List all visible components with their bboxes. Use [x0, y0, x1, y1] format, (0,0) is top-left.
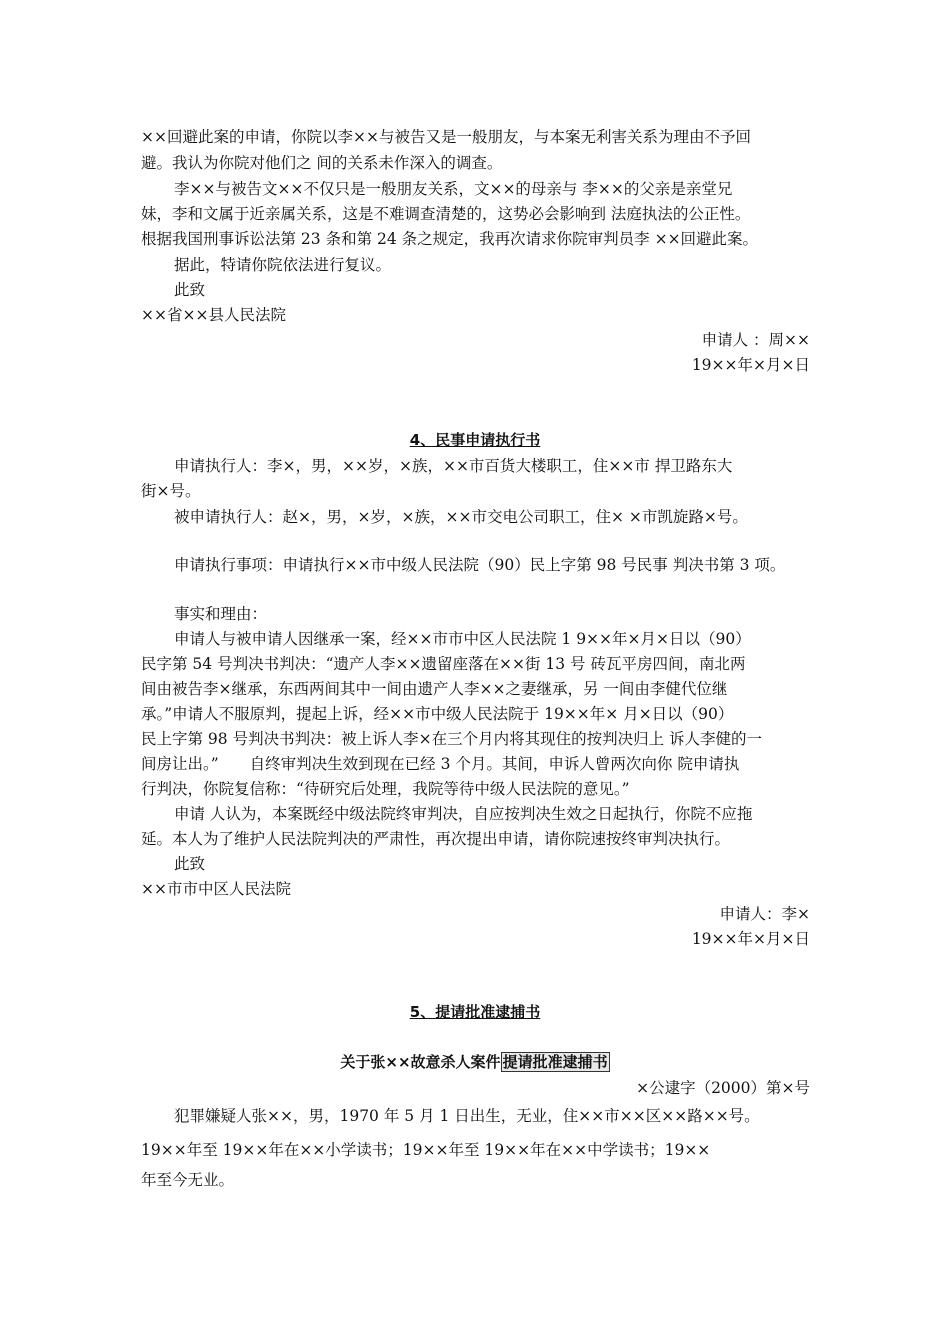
- paragraph-line: 根据我国刑事诉讼法第 23 条和第 24 条之规定，我再次请求你院审判员李 ××回避此案。: [141, 230, 759, 248]
- addressee: ××市市中区人民法院: [141, 880, 291, 898]
- closing-salutation: 此致: [174, 281, 206, 299]
- paragraph-line: 街×号。: [141, 482, 201, 500]
- paragraph-line: 行判决，你院复信称：“待研究后处理，我院等待中级人民法院的意见。”: [141, 780, 630, 798]
- document-subtitle: [141, 1050, 809, 1075]
- paragraph-line: 申请人与被申请人因继承一案，经××市市中区人民法院 1 9××年×月×日以（90）: [174, 630, 751, 648]
- paragraph-line: 间房让出。” 自终审判决生效到现在已经 3 个月。其间，申诉人曾两次向你 院申请执: [141, 755, 740, 773]
- paragraph-line: 民上字第 98 号判决书判决：被上诉人李×在三个月内将其现住的按判决归上 诉人李健的一: [141, 730, 762, 748]
- section-heading: 5、提请批准逮捕书: [409, 1003, 541, 1021]
- applicant-signature: 申请人 ：周××: [701, 331, 810, 349]
- paragraph-line: 19××年至 19××年在××小学读书；19××年至 19××年在××中学读书；19××: [141, 1141, 711, 1159]
- highlighted-title: 提请批准逮捕书: [502, 1053, 608, 1071]
- signature-date: 19××年×月×日: [691, 356, 810, 374]
- paragraph-line: 间由被告李×继承，东西两间其中一间由遗产人李××之妻继承，另 一间由李健代位继: [141, 680, 728, 698]
- signature-date: 19××年×月×日: [691, 930, 810, 948]
- paragraph-line: 延。本人为了维护人民法院判决的严肃性，再次提出申请，请你院速按终审判决执行。: [141, 830, 731, 848]
- applicant-signature: 申请人：李×: [719, 905, 810, 923]
- closing-salutation: 此致: [174, 855, 206, 873]
- paragraph-line: 申请 人认为，本案既经中级法院终审判决，自应按判决生效之日起执行，你院不应拖: [174, 805, 753, 823]
- paragraph-line: 申请执行事项：申请执行××市中级人民法院（90）民上字第 98 号民事 判决书第 3 项。: [174, 556, 786, 574]
- paragraph-line: 妹，李和文属于近亲属关系，这是不难调查清楚的，这势必会影响到 法庭执法的公正性。: [141, 205, 751, 223]
- paragraph-line: 李××与被告文××不仅只是一般朋友关系，文××的母亲与 李××的父亲是亲堂兄: [174, 180, 733, 198]
- paragraph-line: 犯罪嫌疑人张××，男，1970 年 5 月 1 日出生，无业，住××市××区××路××号。: [174, 1107, 760, 1125]
- paragraph-line: 民字第 54 号判决书判决：“遗产人李××遗留座落在××街 13 号 砖瓦平房四间，南北两: [141, 655, 746, 673]
- paragraph-line: 承。”申请人不服原判，提起上诉，经××市中级人民法院于 19××年× 月×日以（90）: [141, 705, 734, 723]
- paragraph-line: 年至今无业。: [141, 1171, 235, 1189]
- paragraph-line: ××回避此案的申请，你院以李××与被告又是一般朋友，与本案无利害关系为理由不予回: [141, 128, 751, 146]
- subtitle-text: 关于张××故意杀人案件: [340, 1053, 501, 1071]
- document-number: ×公逮字（2000）第×号: [636, 1079, 810, 1097]
- paragraph-line: 申请执行人：李×，男，××岁，×族，××市百货大楼职工，住××市 捍卫路东大: [174, 457, 733, 475]
- section-heading: 4、民事申请执行书: [409, 431, 541, 449]
- paragraph-line: 被申请执行人：赵×，男，×岁，×族，××市交电公司职工，住× ×市凯旋路×号。: [174, 508, 748, 526]
- addressee: ××省××县人民法院: [141, 306, 286, 324]
- paragraph-line: 避。我认为你院对他们之 间的关系未作深入的调查。: [141, 154, 503, 172]
- paragraph-line: 事实和理由：: [174, 605, 268, 623]
- paragraph-line: 据此，特请你院依法进行复议。: [174, 256, 392, 274]
